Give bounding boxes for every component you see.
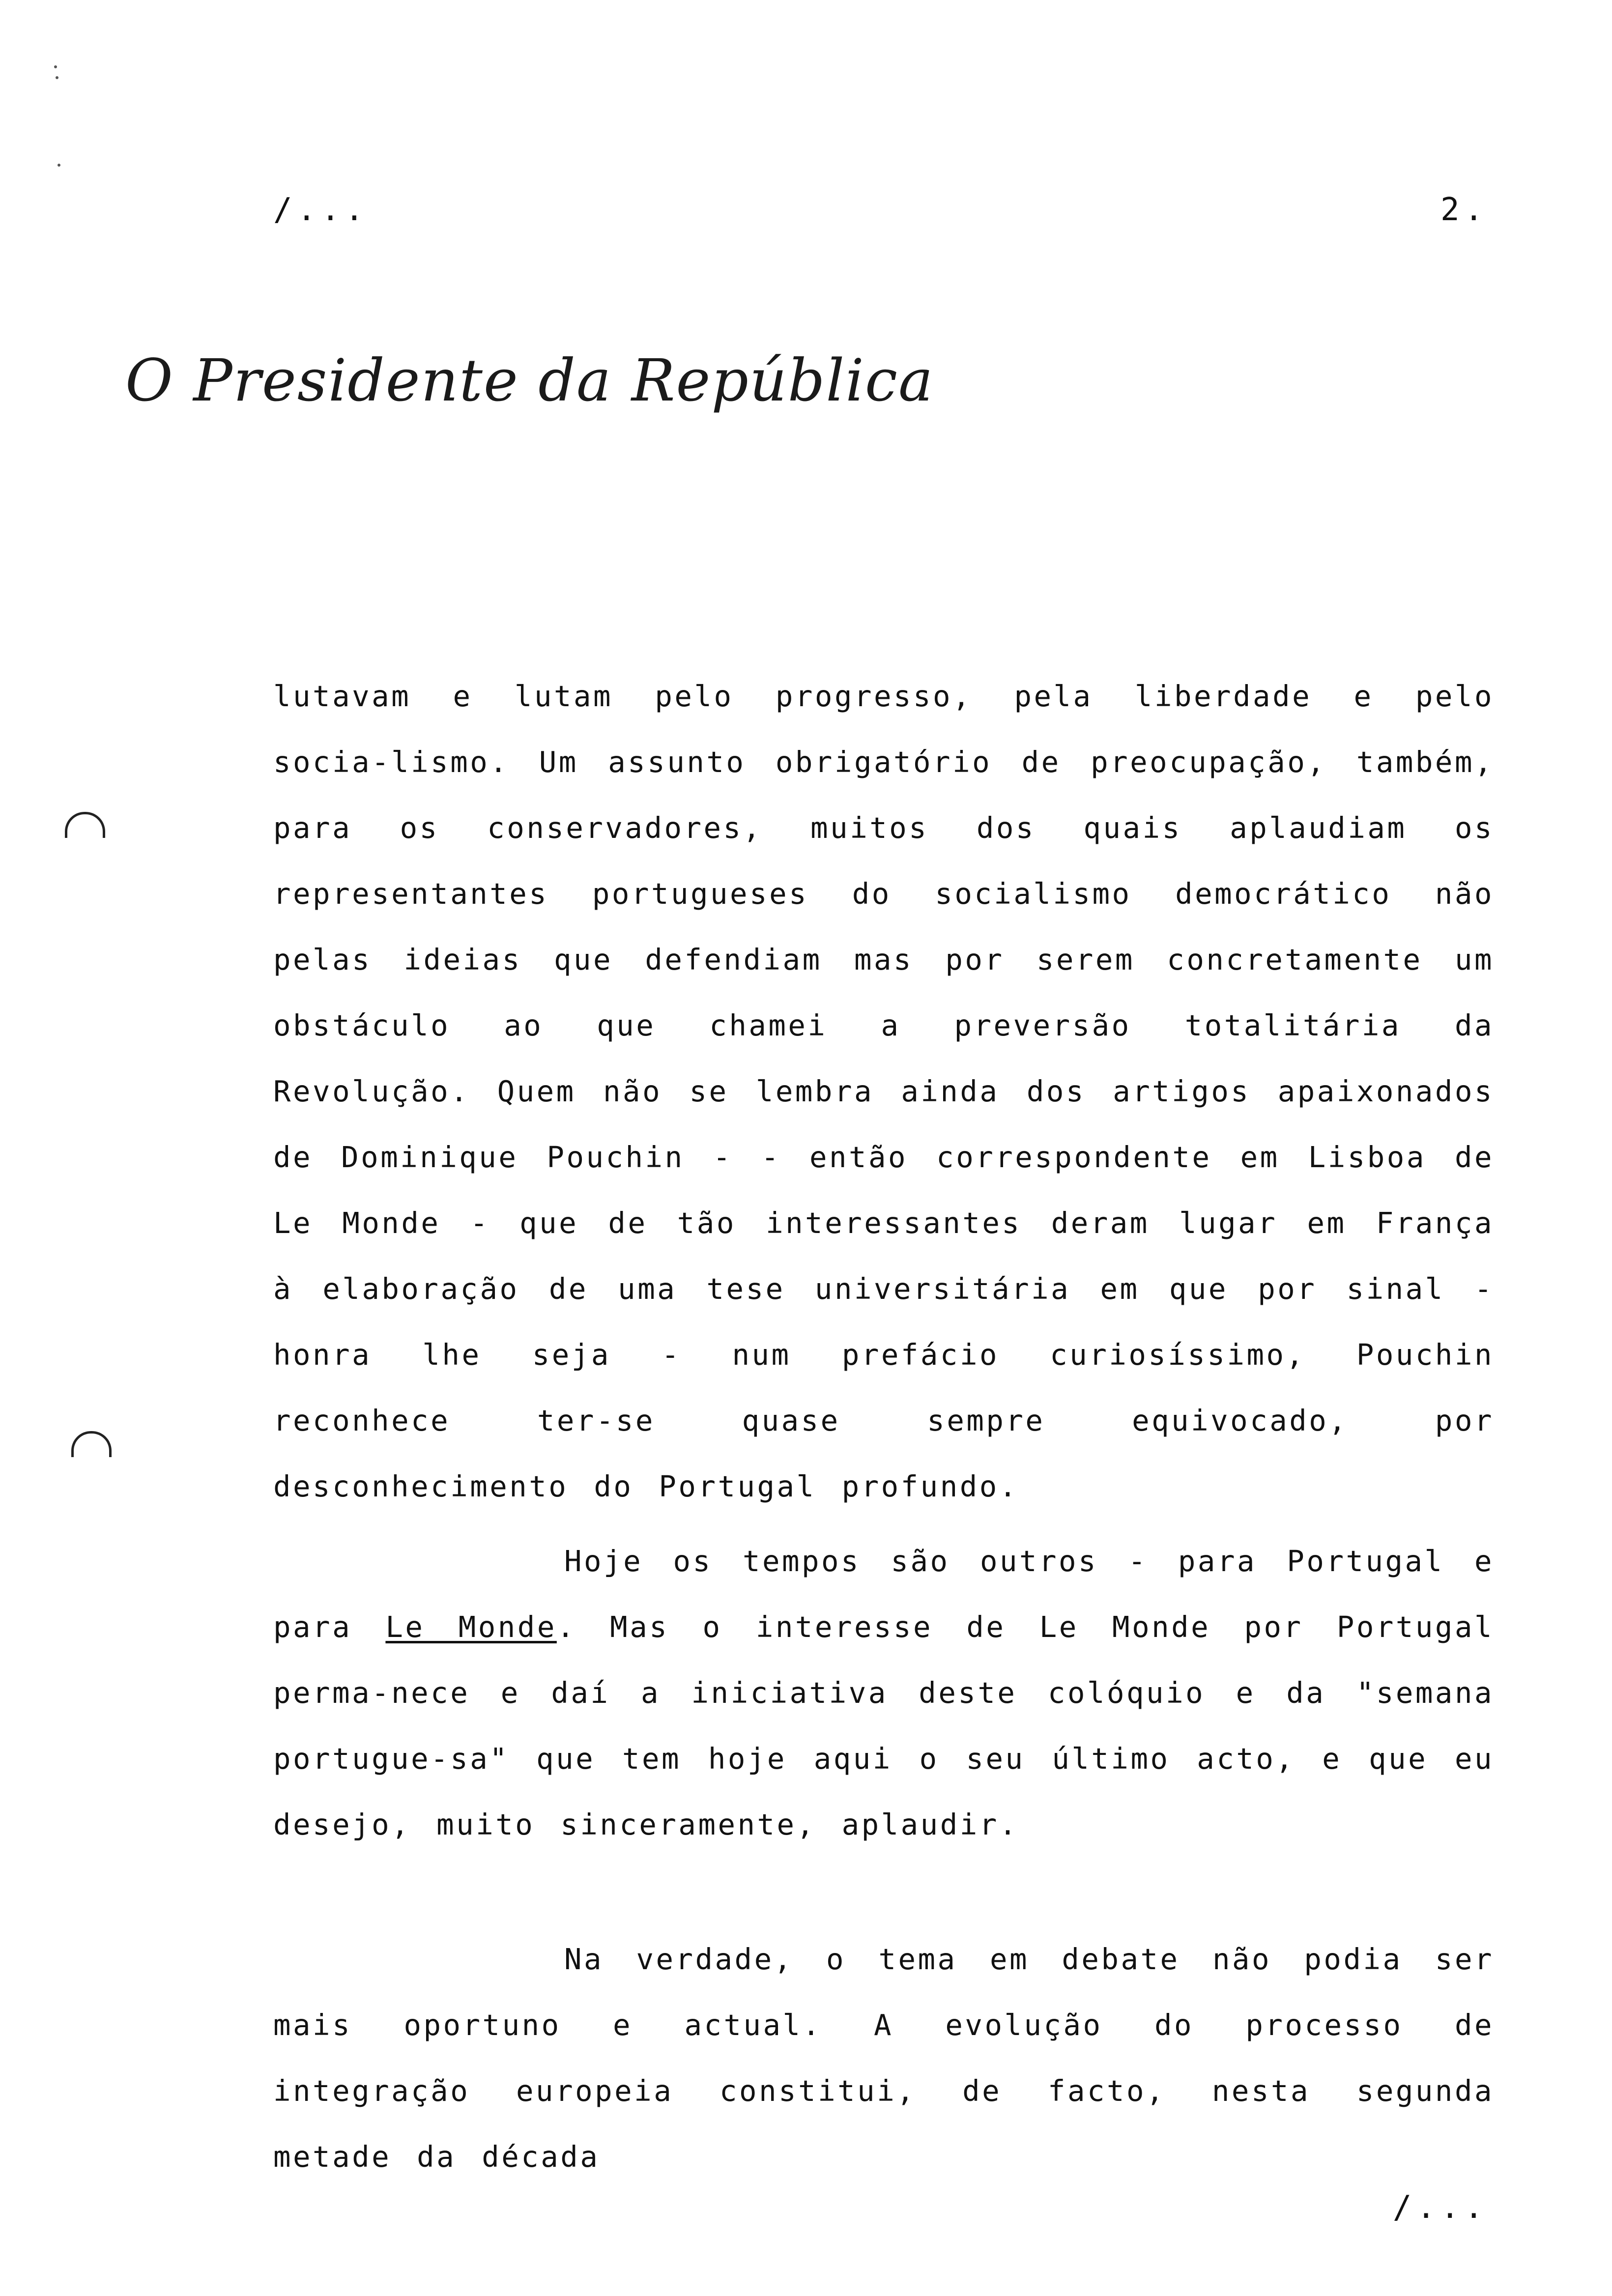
header-continuation-mark: /... bbox=[273, 192, 369, 228]
scan-speck bbox=[56, 76, 58, 79]
scan-speck bbox=[54, 65, 57, 68]
binder-hole-mark bbox=[71, 1431, 112, 1457]
page-number: 2. bbox=[1440, 192, 1488, 228]
paragraph-3: Na verdade, o tema em debate não podia ser mais oportuno e actual. A evolução do processo de integração europeia constitui, de facto, nesta segunda metade da década bbox=[273, 1942, 1494, 2174]
scan-speck bbox=[58, 164, 60, 167]
binder-hole-mark bbox=[65, 812, 105, 838]
footer-continuation-mark: /... bbox=[1392, 2189, 1488, 2226]
letterhead: O Presidente da República bbox=[125, 346, 934, 414]
paragraph-2 bbox=[273, 1528, 1494, 1858]
underlined-title: Le Monde bbox=[385, 1610, 557, 1644]
paragraph-2-text: Hoje os tempos são outros - para Portugal e para bbox=[273, 1544, 1494, 1644]
paragraph-2-text-rest: . Mas o interesse de Le Monde por Portugal perma-nece e daí a iniciativa deste colóquio e da "semana portugue-sa" que tem hoje aqui o seu último acto, e que eu desejo, muito sinceramente, aplaudir. bbox=[273, 1610, 1494, 1841]
paragraph-1: lutavam e lutam pelo progresso, pela liberdade e pelo socia-lismo. Um assunto obrigatório de preocupação, também, para os conservadores, muitos dos quais aplaudiam os representantes portugueses do socialismo democrático não pelas ideias que defendiam mas por serem concretamente um obstáculo ao que chamei a preversão totalitária da Revolução. Quem não se lembra ainda dos artigos apaixonados de Dominique Pouchin - - então correspondente em Lisboa de Le Monde - que de tão interessantes deram lugar em França à elaboração de uma tese universitária em que por sinal - honra lhe seja - num prefácio curiosíssimo, Pouchin reconhece ter-se quase sempre equivocado, por desconhecimento do Portugal profundo. bbox=[273, 679, 1494, 1503]
